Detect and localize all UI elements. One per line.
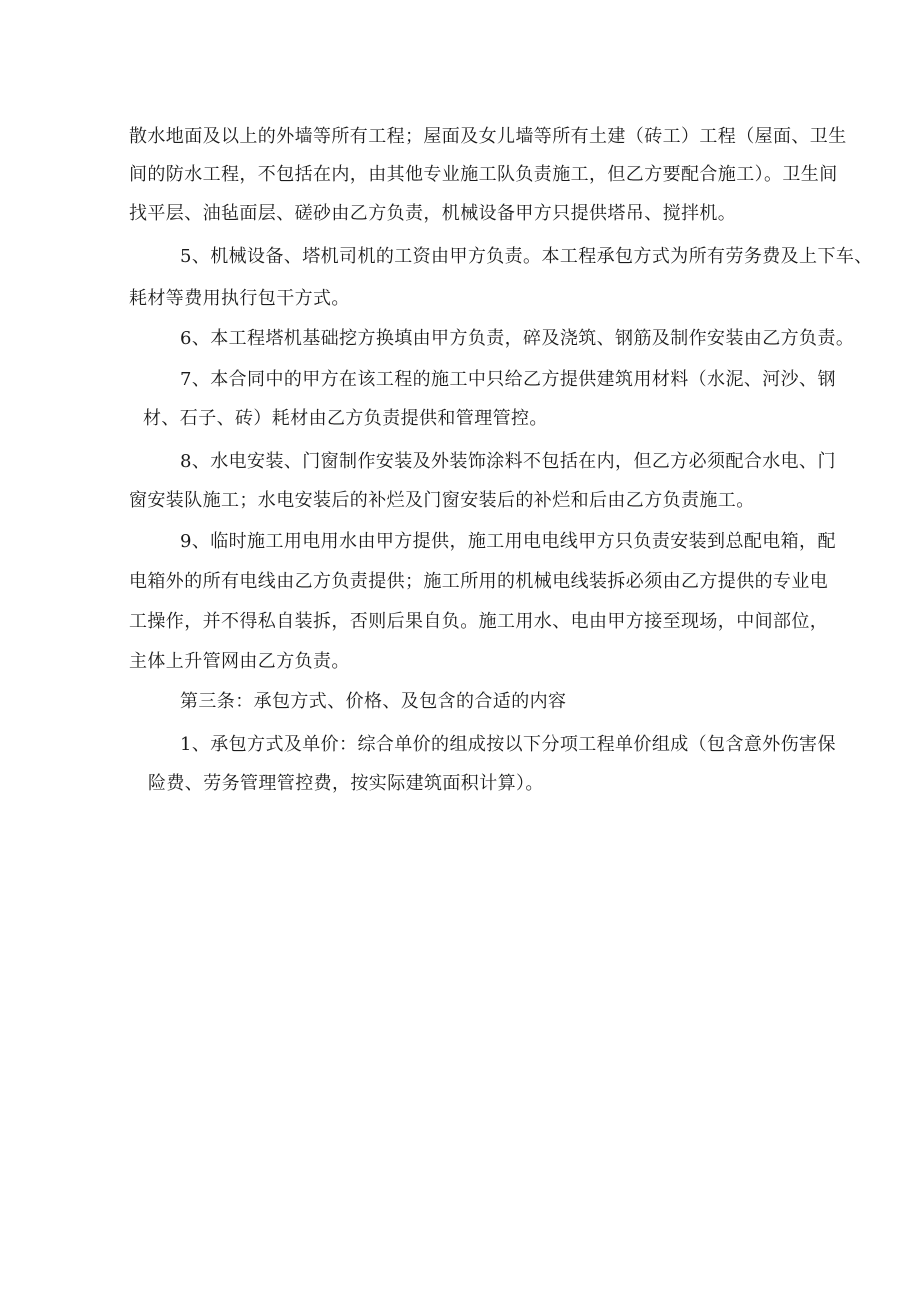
text-line: 材、石子、砖）耗材由乙方负责提供和管理管控。 <box>143 408 548 429</box>
text-line: 8、水电安装、门窗制作安装及外装饰涂料不包括在内，但乙方必须配合水电、门 <box>180 451 836 472</box>
text-line: 散水地面及以上的外墙等所有工程；屋面及女儿墙等所有土建（砖工）工程（屋面、卫生 <box>129 126 847 147</box>
text-line: 6、本工程塔机基础挖方换填由甲方负责，碎及浇筑、钢筋及制作安装由乙方负责。 <box>180 328 855 349</box>
text-line: 间的防水工程，不包括在内，由其他专业施工队负责施工，但乙方要配合施工）。卫生间 <box>129 164 838 185</box>
text-line: 电箱外的所有电线由乙方负责提供；施工所用的机械电线装拆必须由乙方提供的专业电 <box>129 571 829 592</box>
section-heading: 第三条：承包方式、价格、及包含的合适的内容 <box>180 691 567 712</box>
text-line: 窗安装队施工；水电安装后的补烂及门窗安装后的补烂和后由乙方负责施工。 <box>129 490 755 511</box>
text-line: 1、承包方式及单价：综合单价的组成按以下分项工程单价组成（包含意外伤害保 <box>180 734 836 755</box>
text-line: 9、临时施工用电用水由甲方提供，施工用电电线甲方只负责安装到总配电箱，配 <box>180 531 836 552</box>
text-line: 耗材等费用执行包干方式。 <box>129 288 350 309</box>
text-line: 7、本合同中的甲方在该工程的施工中只给乙方提供建筑用材料（水泥、河沙、钢 <box>180 369 836 390</box>
text-line: 险费、劳务管理管控费，按实际建筑面积计算）。 <box>148 773 544 794</box>
text-line: 5、机械设备、塔机司机的工资由甲方负责。本工程承包方式为所有劳务费及上下车、 <box>180 246 873 267</box>
text-line: 找平层、油毡面层、磋砂由乙方负责，机械设备甲方只提供塔吊、搅拌机。 <box>129 203 737 224</box>
text-line: 主体上升管网由乙方负责。 <box>129 651 350 672</box>
text-line: 工操作，并不得私自装拆，否则后果自负。施工用水、电由甲方接至现场，中间部位， <box>129 611 829 632</box>
